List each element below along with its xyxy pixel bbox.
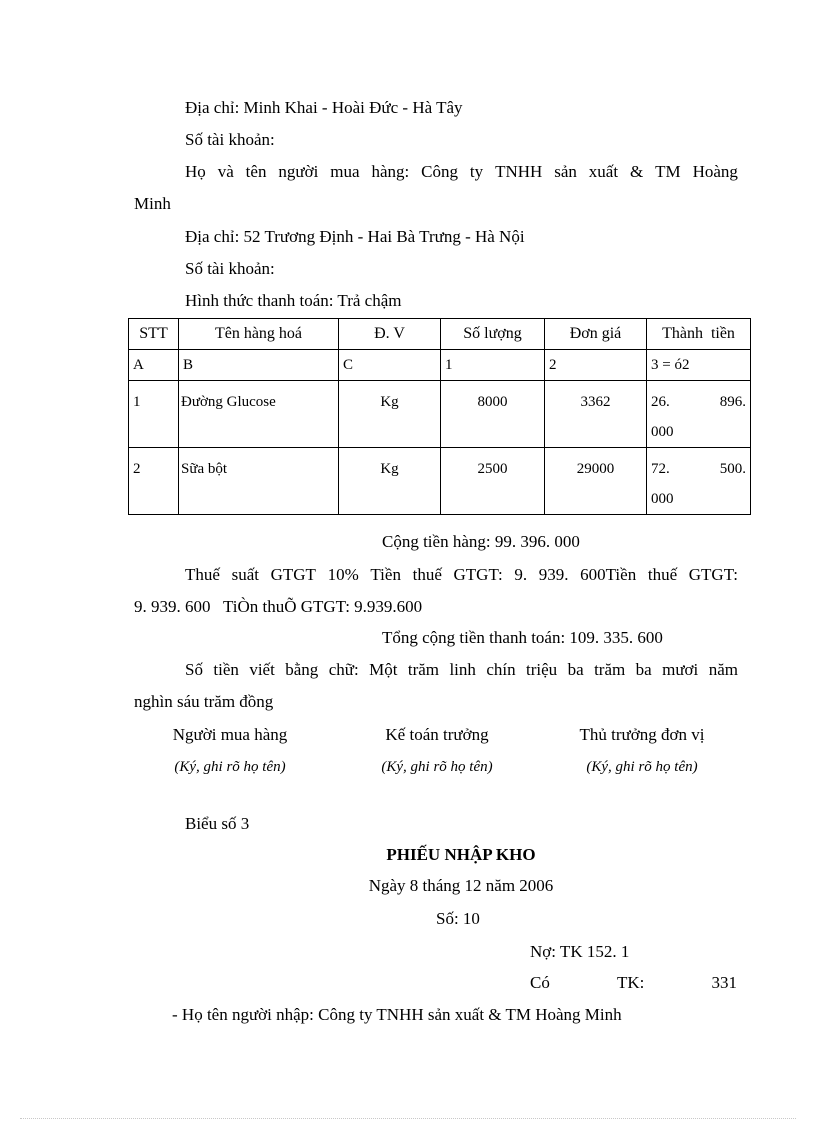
cell-unit: Kg (339, 448, 441, 515)
grand-total: Tổng cộng tiền thanh toán: 109. 335. 600 (382, 628, 663, 647)
receiver-name: - Họ tên người nhập: Công ty TNHH sản xuất & TM Hoàng Minh (172, 1005, 622, 1024)
form-number: Số: 10 (436, 909, 480, 928)
buyer-name-line1: Họ và tên người mua hàng: Công ty TNHH sản xuất & TM Hoàng (185, 162, 738, 181)
code-cell: A (129, 350, 179, 381)
table-code-row (129, 350, 751, 381)
signature-title-buyer: Người mua hàng (172, 725, 288, 744)
debit-account: Nợ: TK 152. 1 (530, 942, 630, 961)
code-cell: 2 (545, 350, 647, 381)
header-amount: Thành tiền (647, 319, 751, 350)
cell-stt: 1 (129, 381, 179, 448)
header-name: Tên hàng hoá (179, 319, 339, 350)
signature-title-director: Thủ trưởng đơn vị (579, 725, 705, 744)
cell-price: 3362 (545, 381, 647, 448)
cell-amount: 26. 896. 000 (647, 381, 751, 448)
buyer-address: Địa chỉ: 52 Trương Định - Hai Bà Trưng - Hà Nội (185, 227, 525, 246)
cell-unit: Kg (339, 381, 441, 448)
table-row (129, 381, 751, 448)
subtotal: Cộng tiền hàng: 99. 396. 000 (382, 532, 580, 551)
cell-qty: 8000 (441, 381, 545, 448)
buyer-name-line2: Minh (134, 194, 171, 213)
buyer-account: Số tài khoản: (185, 259, 275, 278)
tax-line1: Thuế suất GTGT 10% Tiền thuế GTGT: 9. 939. 600Tiền thuế GTGT: (185, 565, 738, 584)
signature-note-chief-accountant: (Ký, ghi rõ họ tên) (381, 759, 493, 775)
page-divider (20, 1118, 796, 1119)
form-date: Ngày 8 tháng 12 năm 2006 (368, 876, 554, 895)
header-stt: STT (129, 319, 179, 350)
signature-note-buyer: (Ký, ghi rõ họ tên) (174, 759, 286, 775)
table-header-row (129, 319, 751, 350)
code-cell: 1 (441, 350, 545, 381)
cell-name: Đường Glucose (179, 381, 339, 448)
seller-address: Địa chỉ: Minh Khai - Hoài Đức - Hà Tây (185, 98, 463, 117)
signature-title-chief-accountant: Kế toán trưởng (385, 725, 489, 744)
cell-name: Sữa bột (179, 448, 339, 515)
cell-qty: 2500 (441, 448, 545, 515)
amount-in-words-line2: nghìn sáu trăm đồng (134, 692, 274, 711)
header-unit: Đ. V (339, 319, 441, 350)
code-cell: 3 = ó2 (647, 350, 751, 381)
cell-amount: 72. 500. 000 (647, 448, 751, 515)
invoice-table (128, 318, 751, 515)
amount-in-words-line1: Số tiền viết bằng chữ: Một trăm linh chín triệu ba trăm ba mươi năm (185, 660, 738, 679)
payment-method: Hình thức thanh toán: Trả chậm (185, 291, 402, 310)
code-cell: C (339, 350, 441, 381)
header-price: Đơn giá (545, 319, 647, 350)
credit-account: Có TK: 331 (530, 973, 737, 992)
form-label: Biểu số 3 (185, 814, 250, 833)
table-row (129, 448, 751, 515)
seller-account: Số tài khoản: (185, 130, 275, 149)
signature-note-director: (Ký, ghi rõ họ tên) (586, 759, 698, 775)
form-title: PHIẾU NHẬP KHO (386, 845, 536, 864)
tax-line2: 9. 939. 600 TiÒn thuÕ GTGT: 9.939.600 (134, 597, 423, 616)
cell-stt: 2 (129, 448, 179, 515)
cell-price: 29000 (545, 448, 647, 515)
header-qty: Số lượng (441, 319, 545, 350)
code-cell: B (179, 350, 339, 381)
